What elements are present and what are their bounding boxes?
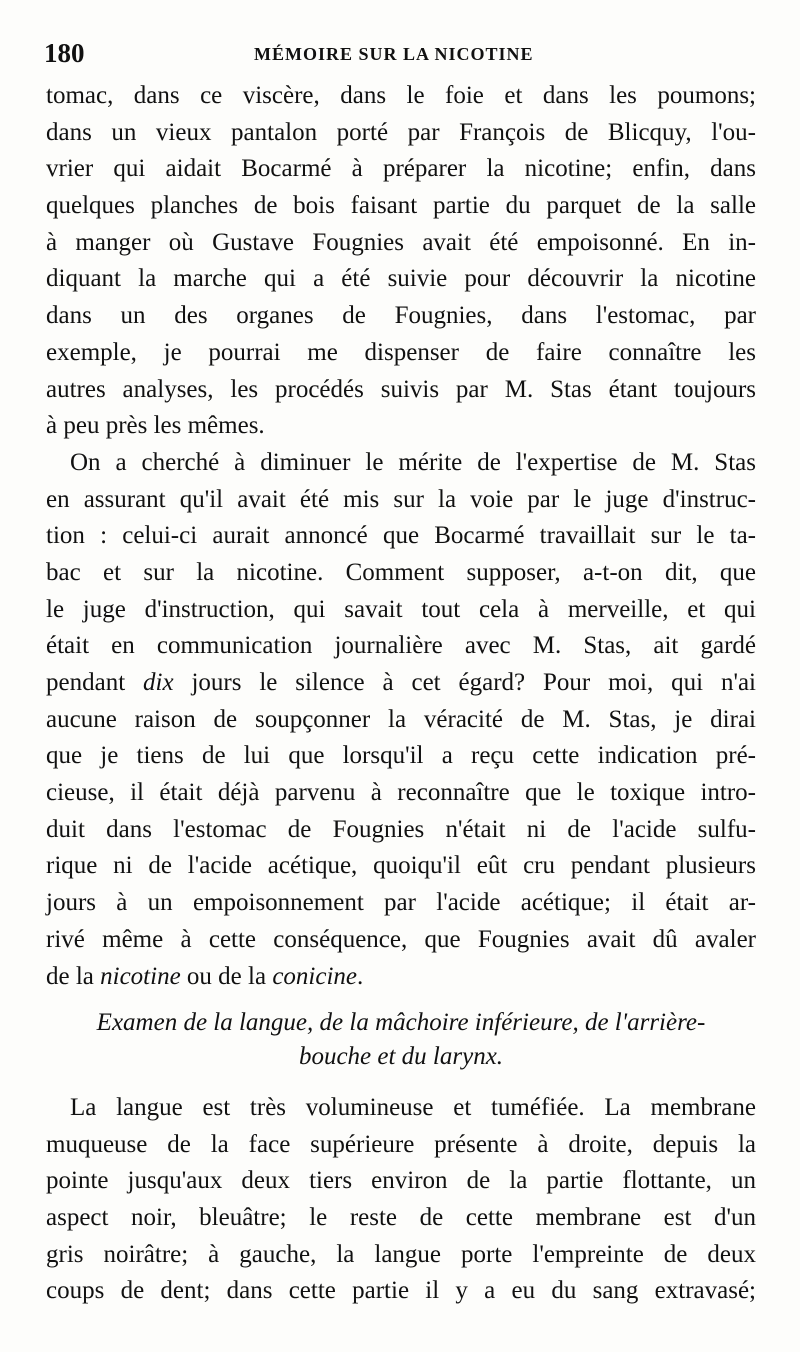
text-line: duit dans l'estomac de Fougnies n'était ni de l'acide sulfu- [46, 815, 756, 843]
italic-word: nicotine [100, 962, 181, 990]
text-line: à peu près les mêmes. [46, 412, 265, 440]
text-line: coups de dent; dans cette partie il y a eu du sang extravasé; [46, 1277, 756, 1305]
text-line-with-italic [46, 665, 756, 702]
text-run: ou de la [180, 962, 273, 990]
text-line: aspect noir, bleuâtre; le reste de cette membrane est d'un [46, 1204, 756, 1232]
text-line: le juge d'instruction, qui savait tout cela à merveille, et qui [46, 595, 756, 623]
text-line: autres analyses, les procédés suivis par M. Stas étant toujours [46, 375, 756, 403]
text-line: pointe jusqu'aux deux tiers environ de la partie flottante, un [46, 1167, 756, 1195]
text-line-with-italic [46, 959, 756, 996]
text-line: que je tiens de lui que lorsqu'il a reçu cette indication pré- [46, 742, 756, 770]
text-line: tion : celui-ci aurait annoncé que Bocarmé travaillait sur le ta- [46, 522, 756, 550]
text-line: tomac, dans ce viscère, dans le foie et dans les poumons; [46, 82, 756, 109]
text-line: quelques planches de bois faisant partie du parquet de la salle [46, 192, 756, 220]
text-line: à manger où Gustave Fougnies avait été empoisonné. En in- [46, 228, 756, 256]
text-run: de la [46, 962, 101, 990]
section-heading-line: Examen de la langue, de la mâchoire inférieure, de l'arrière- [96, 1009, 706, 1036]
text-line: On a cherché à diminuer le mérite de l'expertise de M. Stas [70, 448, 756, 476]
text-line: exemple, je pourrai me dispenser de faire connaître les [46, 338, 756, 366]
body-text-upper [46, 78, 756, 995]
running-title: MÉMOIRE SUR LA NICOTINE [254, 44, 534, 64]
text-line: vrier qui aidait Bocarmé à préparer la nicotine; enfin, dans [46, 155, 756, 183]
text-run: pendant [46, 669, 144, 696]
text-line: diquant la marche qui a été suivie pour découvrir la nicotine [46, 265, 756, 293]
text-line: gris noirâtre; à gauche, la langue porte l'empreinte de deux [46, 1240, 756, 1268]
section-heading-line: bouche et du larynx. [298, 1043, 504, 1070]
text-line: en assurant qu'il avait été mis sur la voie par le juge d'instruc- [46, 485, 756, 513]
text-run: jours le silence à cet égard? Pour moi, qui n'ai [173, 669, 756, 696]
italic-word: conicine [272, 962, 357, 990]
section-heading [46, 1006, 756, 1074]
page-number: 180 [44, 38, 85, 68]
text-line: était en communication journalière avec M. Stas, ait gardé [46, 632, 756, 660]
text-line: muqueuse de la face supérieure présente à droite, depuis la [46, 1130, 756, 1158]
text-line: rique ni de l'acide acétique, quoiqu'il eût cru pendant plusieurs [46, 852, 756, 880]
text-line: rivé même à cette conséquence, que Fougnies avait dû avaler [46, 925, 756, 953]
italic-word: dix [143, 669, 174, 696]
page-header [44, 38, 756, 78]
text-line: cieuse, il était déjà parvenu à reconnaître que le toxique intro- [46, 779, 756, 807]
text-line: dans un vieux pantalon porté par François de Blicquy, l'ou- [46, 118, 756, 146]
text-line: bac et sur la nicotine. Comment supposer, a-t-on dit, que [46, 558, 756, 586]
text-line: jours à un empoisonnement par l'acide acétique; il était ar- [46, 889, 756, 917]
text-line: aucune raison de soupçonner la véracité de M. Stas, je dirai [46, 705, 756, 733]
text-line: dans un des organes de Fougnies, dans l'estomac, par [46, 302, 756, 330]
body-text-lower [46, 1090, 756, 1310]
text-run: . [357, 962, 364, 990]
text-line: La langue est très volumineuse et tuméfiée. La membrane [70, 1094, 756, 1121]
